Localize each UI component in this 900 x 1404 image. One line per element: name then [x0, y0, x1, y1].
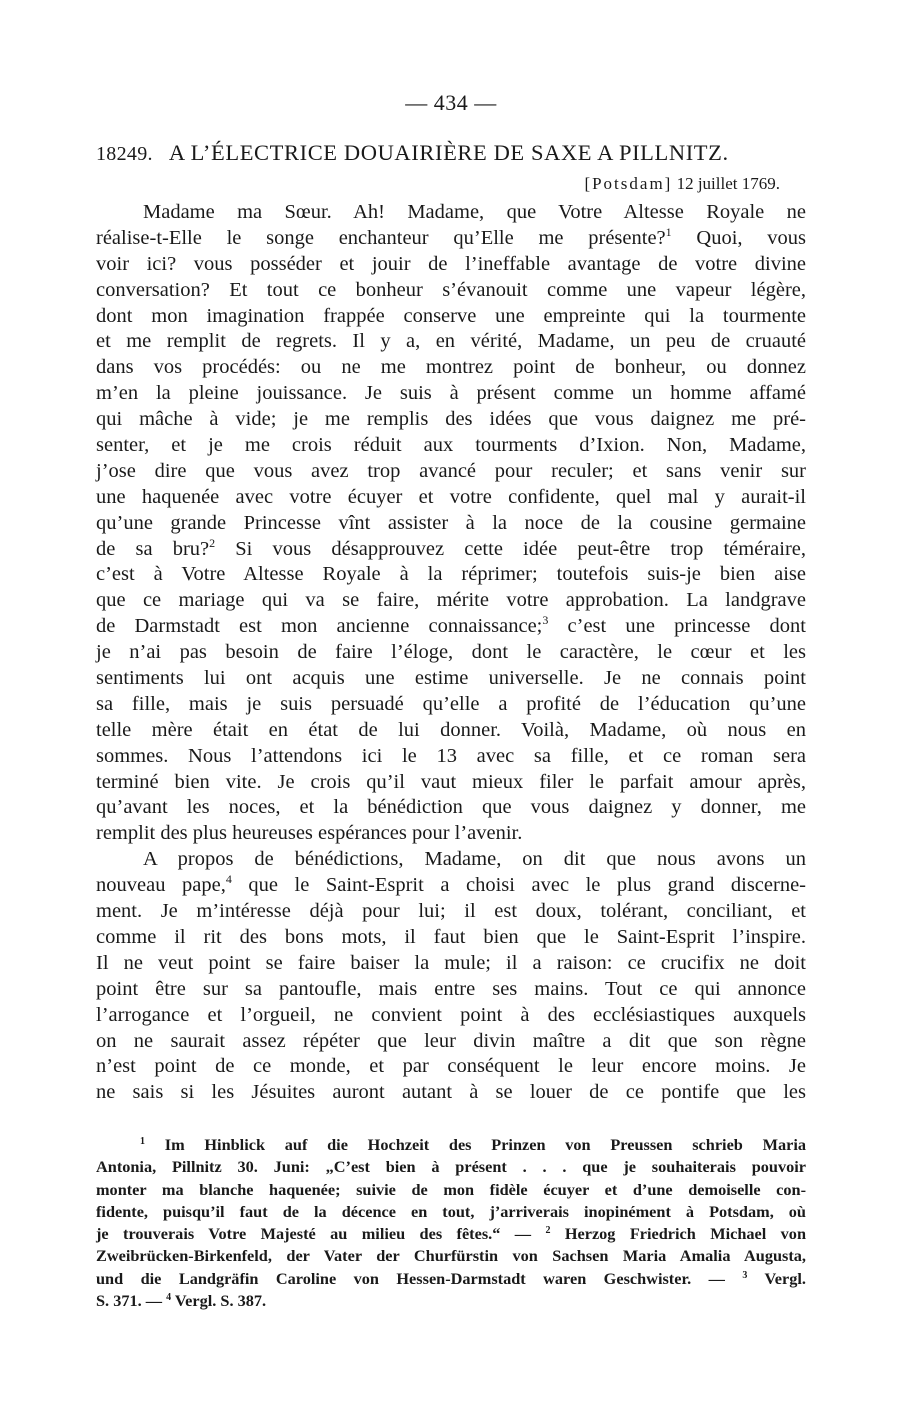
- footnote-text: Zweibrücken-Birkenfeld, der Vater der Churfürstin von Sachsen Maria Amalia Augusta,: [96, 1246, 806, 1266]
- body-line: [96, 951, 806, 977]
- body-line: [96, 925, 806, 951]
- body-line: [96, 1080, 806, 1106]
- letter-body: [96, 200, 806, 1106]
- body-line-text: je n’ai pas besoin de faire l’éloge, dont le caractère, le cœur et les: [96, 641, 806, 664]
- letter-title: A L’ÉLECTRICE DOUAIRIÈRE DE SAXE A PILLNITZ.: [168, 140, 729, 165]
- body-line-text: l’arrogance et l’orgueil, ne convient point à des ecclésiastiques auxquels: [96, 1003, 806, 1026]
- body-line: [96, 666, 806, 692]
- footnote-text: Vergl.: [747, 1268, 806, 1288]
- body-line: [96, 692, 806, 718]
- body-line-text: Quoi, vous: [671, 226, 807, 249]
- body-line: [96, 485, 806, 511]
- body-line-text: c’est à Votre Altesse Royale à la réprimer; toutefois suis-je bien aise: [96, 563, 806, 586]
- dateline-date: 12 juillet 1769.: [676, 174, 780, 193]
- body-line: [96, 278, 806, 304]
- body-line: [96, 407, 806, 433]
- footnote-marker[interactable]: 4: [225, 872, 232, 887]
- body-line-text: qu’une grande Princesse vînt assister à la noce de la cousine germaine: [96, 511, 806, 534]
- body-line-text: senter, et je me crois réduit aux tourments d’Ixion. Non, Madame,: [96, 434, 806, 457]
- footnote-text: je trouverais Votre Majesté au milieu des fêtes.“ —: [96, 1224, 546, 1244]
- footnote-line: [96, 1179, 806, 1201]
- body-line: [96, 433, 806, 459]
- footnote-text: fidente, puisqu’il faut de la décence en tout, j’arriverais inopinément à Potsdam, où: [96, 1201, 806, 1221]
- body-line: [96, 873, 806, 899]
- body-line-text: et me remplit de regrets. Il y a, en vérité, Madame, un peu de cruauté: [96, 330, 806, 353]
- body-line-text: sa fille, mais je suis persuadé qu’elle a profité de l’éducation qu’une: [96, 692, 806, 715]
- document-page: [96, 0, 806, 1404]
- body-line-text: n’est point de ce monde, et par conséquent le leur encore moins. Je: [96, 1055, 806, 1078]
- body-line-text: de sa bru?: [96, 537, 210, 560]
- footnotes: [96, 1134, 806, 1312]
- body-line-text: qu’avant les noces, et la bénédiction que vous daignez y donner, me: [96, 796, 806, 819]
- footnote-marker[interactable]: 2: [209, 535, 216, 550]
- body-line-text: sommes. Nous l’attendons ici le 13 avec sa fille, et ce roman sera: [96, 744, 806, 767]
- footnote-text: Vergl. S. 387.: [171, 1291, 267, 1311]
- body-line-text: c’est une princesse dont: [548, 615, 806, 638]
- body-line-text: point être sur sa pantoufle, mais entre ses mains. Tout ce qui annonce: [96, 977, 806, 1000]
- body-line-text: nouveau pape,: [96, 874, 226, 897]
- footnote-text: S. 371. —: [96, 1291, 167, 1311]
- body-line: [96, 537, 806, 563]
- body-line: [96, 252, 806, 278]
- body-line-text: Il ne veut point se faire baiser la mule; il a raison: ce crucifix ne doit: [96, 951, 806, 974]
- letter-heading: [96, 138, 806, 169]
- body-line: [96, 588, 806, 614]
- body-line: [96, 614, 806, 640]
- footnote-text: monter ma blanche haquenée; suivie de mon fidèle écuyer et d’une demoiselle con-: [96, 1179, 806, 1199]
- footnote-text: und die Landgräfin Caroline von Hessen-Darmstadt waren Geschwister. —: [96, 1268, 743, 1288]
- body-line-text: A propos de bénédictions, Madame, on dit que nous avons un: [143, 848, 806, 871]
- body-line-text: ne sais si les Jésuites auront autant à se louer de ce pontife que les: [96, 1081, 806, 1104]
- footnote-line: [96, 1223, 806, 1245]
- body-line-text: terminé bien vite. Je crois qu’il vaut mieux filer le parfait amour après,: [96, 770, 806, 793]
- body-line-text: telle mère était en état de lui donner. Voilà, Madame, où nous en: [96, 718, 806, 741]
- body-line: [96, 847, 806, 873]
- body-line: [96, 226, 806, 252]
- body-line-text: qui mâche à vide; je me remplis des idées que vous daignez me pré-: [96, 408, 806, 431]
- body-line: [96, 355, 806, 381]
- body-line-text: réalise-t-Elle le songe enchanteur qu’Elle me présente?: [96, 226, 666, 249]
- body-line: [96, 821, 806, 847]
- body-line-text: que le Saint-Esprit a choisi avec le plus grand discerne-: [231, 874, 806, 897]
- footnote-text: Antonia, Pillnitz 30. Juni: „C’est bien à présent . . . que je souhaiterais pouvoir: [96, 1157, 806, 1177]
- body-line: [96, 1054, 806, 1080]
- footnote-line: [96, 1201, 806, 1223]
- body-line-text: sentiments lui ont acquis une estime universelle. Je ne connais point: [96, 667, 806, 690]
- dateline-place: [Potsdam]: [584, 174, 673, 193]
- body-line-text: conversation? Et tout ce bonheur s’évanouit comme une vapeur légère,: [96, 278, 806, 301]
- body-line-text: dont mon imagination frappée conserve une empreinte qui la tourmente: [96, 304, 806, 327]
- body-line-text: remplit des plus heureuses espérances pour l’avenir.: [96, 822, 523, 845]
- body-line-text: j’ose dire que vous avez trop avancé pour reculer; et sans venir sur: [96, 459, 806, 482]
- body-line-text: Si vous désapprouvez cette idée peut-être trop téméraire,: [215, 537, 806, 560]
- body-line: [96, 459, 806, 485]
- footnote-marker[interactable]: 1: [665, 224, 672, 239]
- body-line-text: Madame ma Sœur. Ah! Madame, que Votre Altesse Royale ne: [143, 201, 806, 223]
- body-line: [96, 795, 806, 821]
- page-number: — 434 —: [405, 90, 497, 115]
- body-line: [96, 1003, 806, 1029]
- dateline: [584, 172, 780, 196]
- footnote-line: [96, 1268, 806, 1290]
- footnote-line: [96, 1245, 806, 1267]
- footnote-line: [96, 1290, 806, 1312]
- body-line-text: une haquenée avec votre écuyer et votre confidente, quel mal y aurait-il: [96, 485, 806, 508]
- footnote-number: 1: [140, 1136, 145, 1147]
- body-line: [96, 1029, 806, 1055]
- body-line: [96, 511, 806, 537]
- body-line: [96, 977, 806, 1003]
- body-line: [96, 744, 806, 770]
- body-line: [96, 329, 806, 355]
- footnote-line: [96, 1156, 806, 1178]
- body-line-text: que ce mariage qui va se faire, mérite votre approbation. La landgrave: [96, 589, 806, 612]
- body-line-text: dans vos procédés: ou ne me montrez point de bonheur, ou donnez: [96, 356, 806, 379]
- footnote-marker[interactable]: 3: [542, 613, 549, 628]
- letter-number: 18249.: [96, 143, 153, 165]
- body-line-text: ment. Je m’intéresse déjà pour lui; il est doux, tolérant, conciliant, et: [96, 900, 806, 923]
- body-line-text: voir ici? vous posséder et jouir de l’ineffable avantage de votre divine: [96, 252, 806, 275]
- body-line-text: on ne saurait assez répéter que leur divin maître a dit que son règne: [96, 1029, 806, 1052]
- body-line: [96, 562, 806, 588]
- body-line-text: de Darmstadt est mon ancienne connaissance;: [96, 615, 543, 638]
- body-line-text: comme il rit des bons mots, il faut bien que le Saint-Esprit l’inspire.: [96, 925, 806, 948]
- body-line-text: m’en la pleine jouissance. Je suis à présent comme un homme affamé: [96, 382, 806, 405]
- body-line: [96, 770, 806, 796]
- body-line: [96, 640, 806, 666]
- footnote-text: Im Hinblick auf die Hochzeit des Prinzen von Preussen schrieb Maria: [145, 1135, 806, 1154]
- body-line: [96, 718, 806, 744]
- footnote-number: 3: [742, 1269, 748, 1281]
- footnote-number: 2: [545, 1225, 551, 1237]
- footnote-number: 4: [166, 1292, 172, 1304]
- footnote-line: [96, 1134, 806, 1156]
- body-line: [96, 200, 806, 226]
- body-line: [96, 899, 806, 925]
- footnote-text: Herzog Friedrich Michael von: [550, 1224, 807, 1244]
- body-line: [96, 304, 806, 330]
- body-line: [96, 381, 806, 407]
